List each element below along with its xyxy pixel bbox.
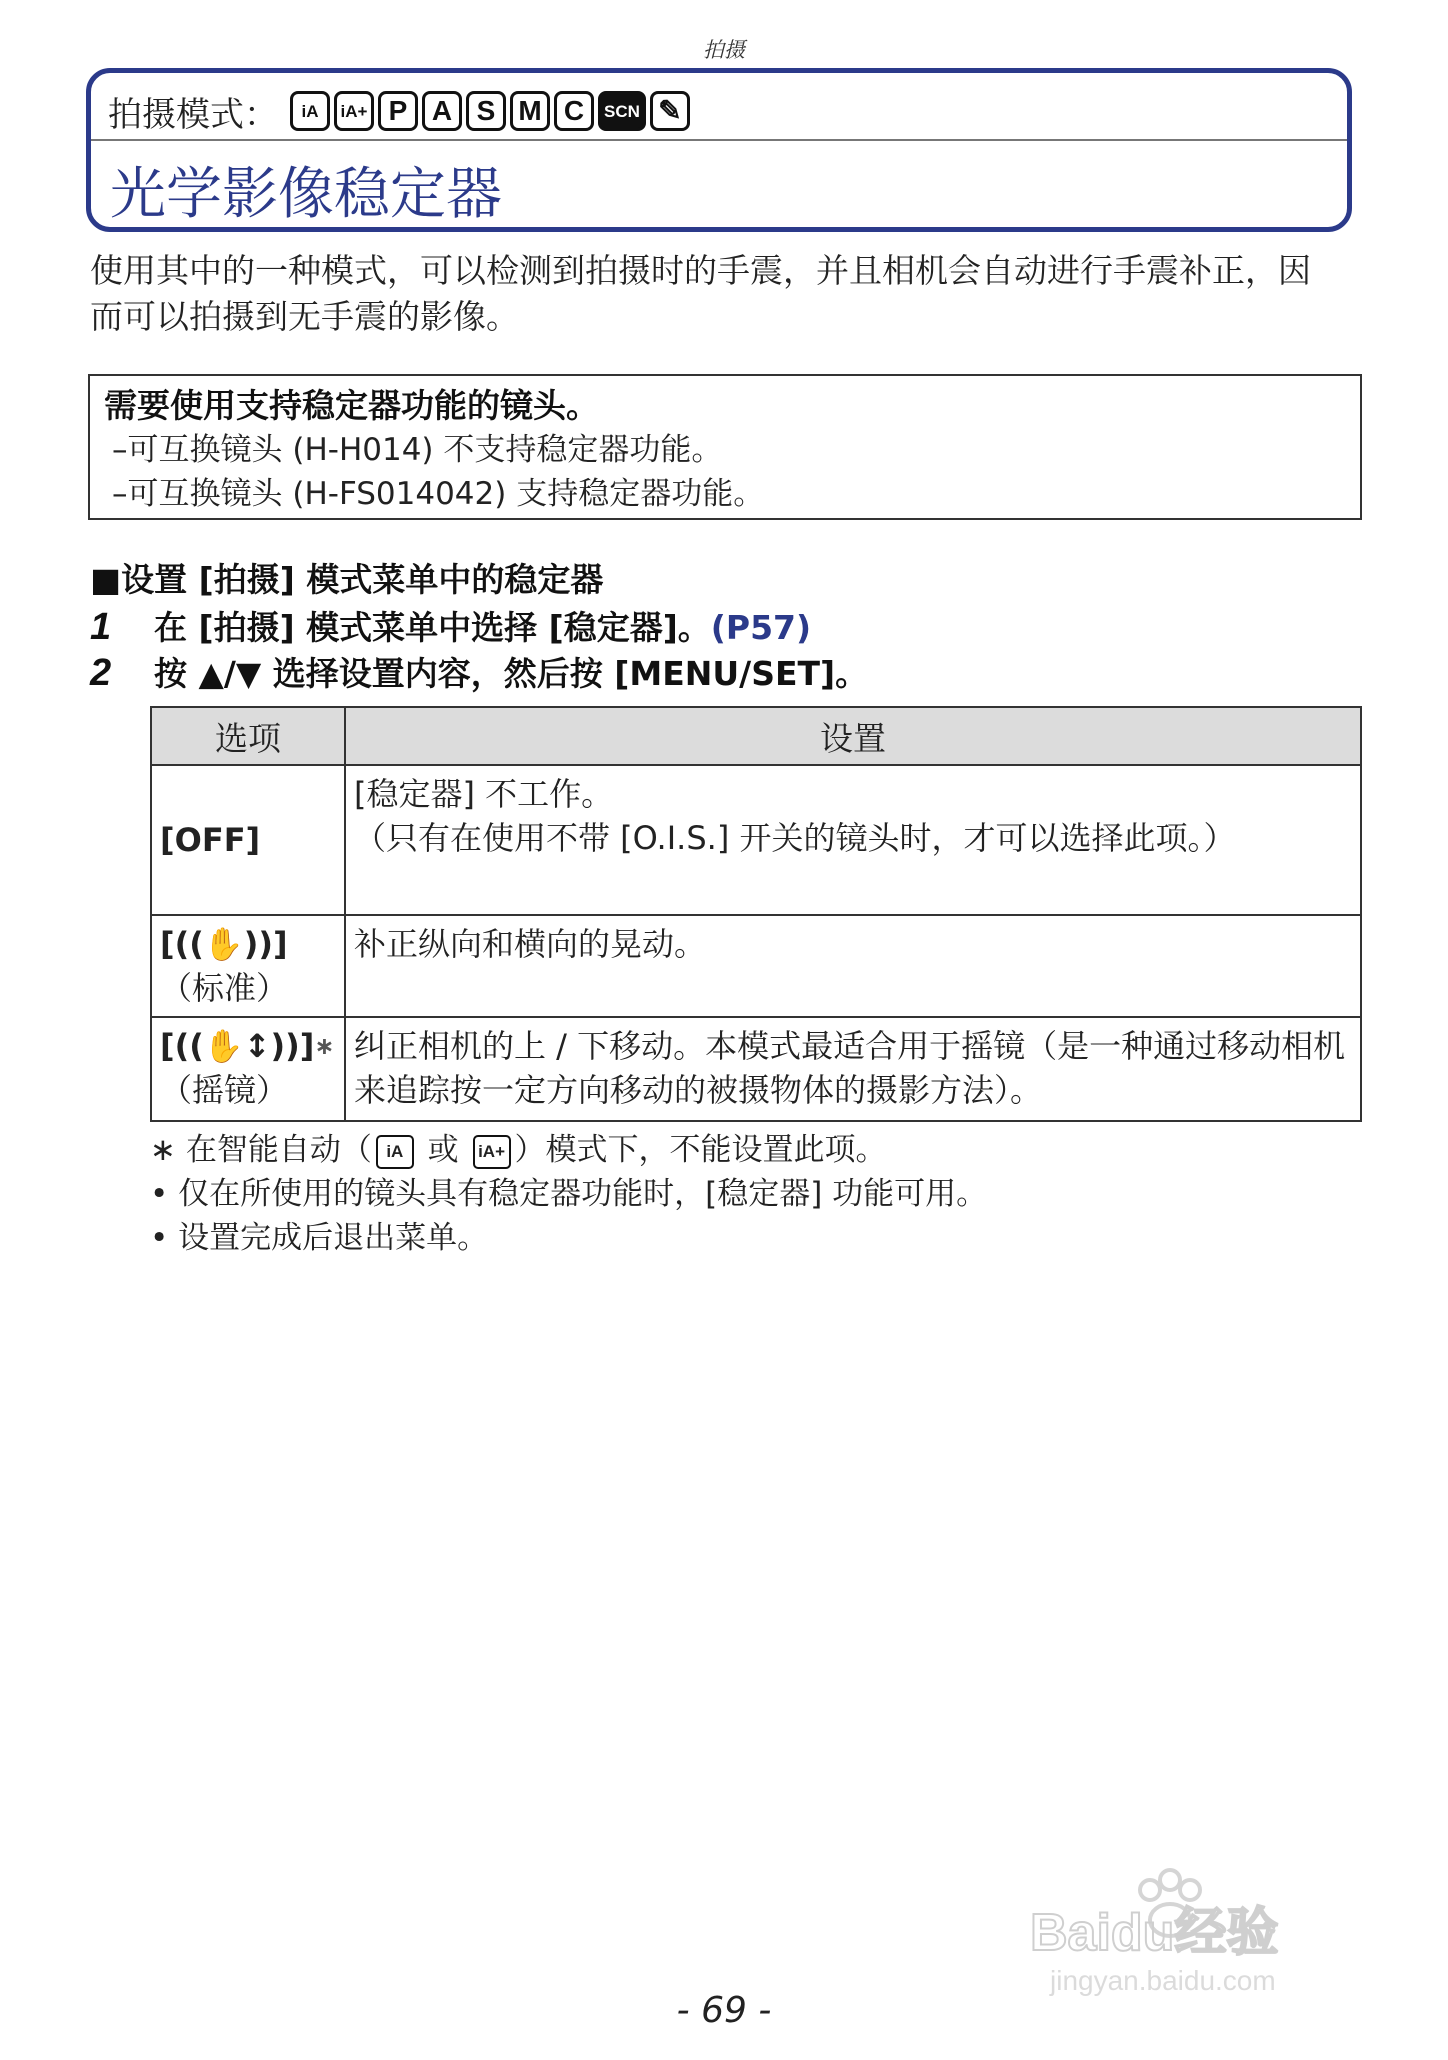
note-title: 需要使用支持稳定器功能的镜头。	[104, 386, 599, 425]
bullet-note: • 仅在所使用的镜头具有稳定器功能时，[稳定器] 功能可用。	[150, 1176, 988, 1212]
section-heading: ■设置 [拍摄] 模式菜单中的稳定器	[90, 560, 604, 599]
intelligent-auto-mode-icon: iA	[290, 91, 330, 131]
table-row	[151, 765, 1361, 915]
program-mode-icon: P	[378, 91, 418, 131]
scene-mode-icon: SCN	[598, 91, 646, 131]
table-row	[151, 1017, 1361, 1121]
footnotes	[150, 1128, 1360, 1260]
page-reference-link[interactable]: (P57)	[710, 608, 812, 647]
step-text: 按 ▲/▼ 选择设置内容，然后按 [MENU/SET]。	[154, 654, 869, 693]
aperture-priority-mode-icon: A	[422, 91, 462, 131]
step-1	[90, 604, 811, 650]
title-divider	[91, 139, 1347, 141]
option-label: [((✋))]	[160, 925, 288, 963]
step-text: 在 [拍摄] 模式菜单中选择 [稳定器]。	[154, 608, 711, 647]
bullet-note: • 设置完成后退出菜单。	[150, 1220, 489, 1256]
watermark-brand: Baidu经验	[1030, 1904, 1279, 1962]
intelligent-auto-mode-icon: iA	[376, 1135, 414, 1169]
footnote-text: ）模式下，不能设置此项。	[514, 1132, 887, 1168]
setting-cell: 补正纵向和横向的晃动。	[345, 915, 1361, 1017]
running-head: 拍摄	[703, 38, 745, 62]
option-sublabel: （摇镜）	[160, 1071, 289, 1109]
intelligent-auto-plus-mode-icon: iA+	[334, 91, 374, 131]
step-number: 2	[90, 652, 112, 694]
option-sublabel: （标准）	[160, 969, 289, 1007]
creative-control-mode-icon: ✎	[650, 91, 690, 131]
step-number: 1	[90, 606, 112, 648]
shutter-priority-mode-icon: S	[466, 91, 506, 131]
note-line: –可互换镜头 (H-H014) 不支持稳定器功能。	[112, 432, 723, 468]
stabilizer-settings-table	[150, 706, 1362, 1122]
note-line: –可互换镜头 (H-FS014042) 支持稳定器功能。	[112, 476, 765, 512]
option-label: [((✋↕))]	[160, 1027, 315, 1065]
footnote-text: 或	[417, 1132, 469, 1168]
mode-label: 拍摄模式：	[108, 94, 278, 135]
option-cell	[151, 765, 345, 915]
setting-cell: 纠正相机的上 / 下移动。本模式最适合用于摇镜（是一种通过移动相机来追踪按一定方向移动的被摄物体的摄影方法）。	[345, 1017, 1361, 1121]
baidu-jingyan-watermark	[1010, 1850, 1370, 2000]
column-header-option: 选项	[151, 707, 345, 765]
option-cell	[151, 1017, 345, 1121]
option-cell	[151, 915, 345, 1017]
page-title: 光学影像稳定器	[110, 162, 502, 227]
asterisk-footnote	[150, 1128, 1360, 1172]
lens-note-box	[88, 374, 1362, 520]
intro-paragraph: 使用其中的一种模式，可以检测到拍摄时的手震，并且相机会自动进行手震补正，因而可以拍摄到无手震的影像。	[90, 251, 1311, 336]
setting-cell: [稳定器] 不工作。 （只有在使用不带 [O.I.S.] 开关的镜头时，才可以选择此项。）	[345, 765, 1361, 915]
custom-mode-icon: C	[554, 91, 594, 131]
table-row	[151, 915, 1361, 1017]
footnote-text: ∗ 在智能自动（	[150, 1132, 372, 1168]
intelligent-auto-plus-mode-icon: iA+	[473, 1135, 511, 1169]
step-2	[90, 650, 868, 696]
watermark-url: jingyan.baidu.com	[1050, 1965, 1276, 1996]
shooting-mode-row	[108, 86, 694, 136]
page-number: - 69 -	[676, 1990, 772, 2031]
manual-mode-icon: M	[510, 91, 550, 131]
asterisk-marker: ∗	[314, 1032, 335, 1060]
option-label: [OFF]	[160, 821, 261, 859]
table-header-row	[151, 707, 1361, 765]
column-header-setting: 设置	[345, 707, 1361, 765]
